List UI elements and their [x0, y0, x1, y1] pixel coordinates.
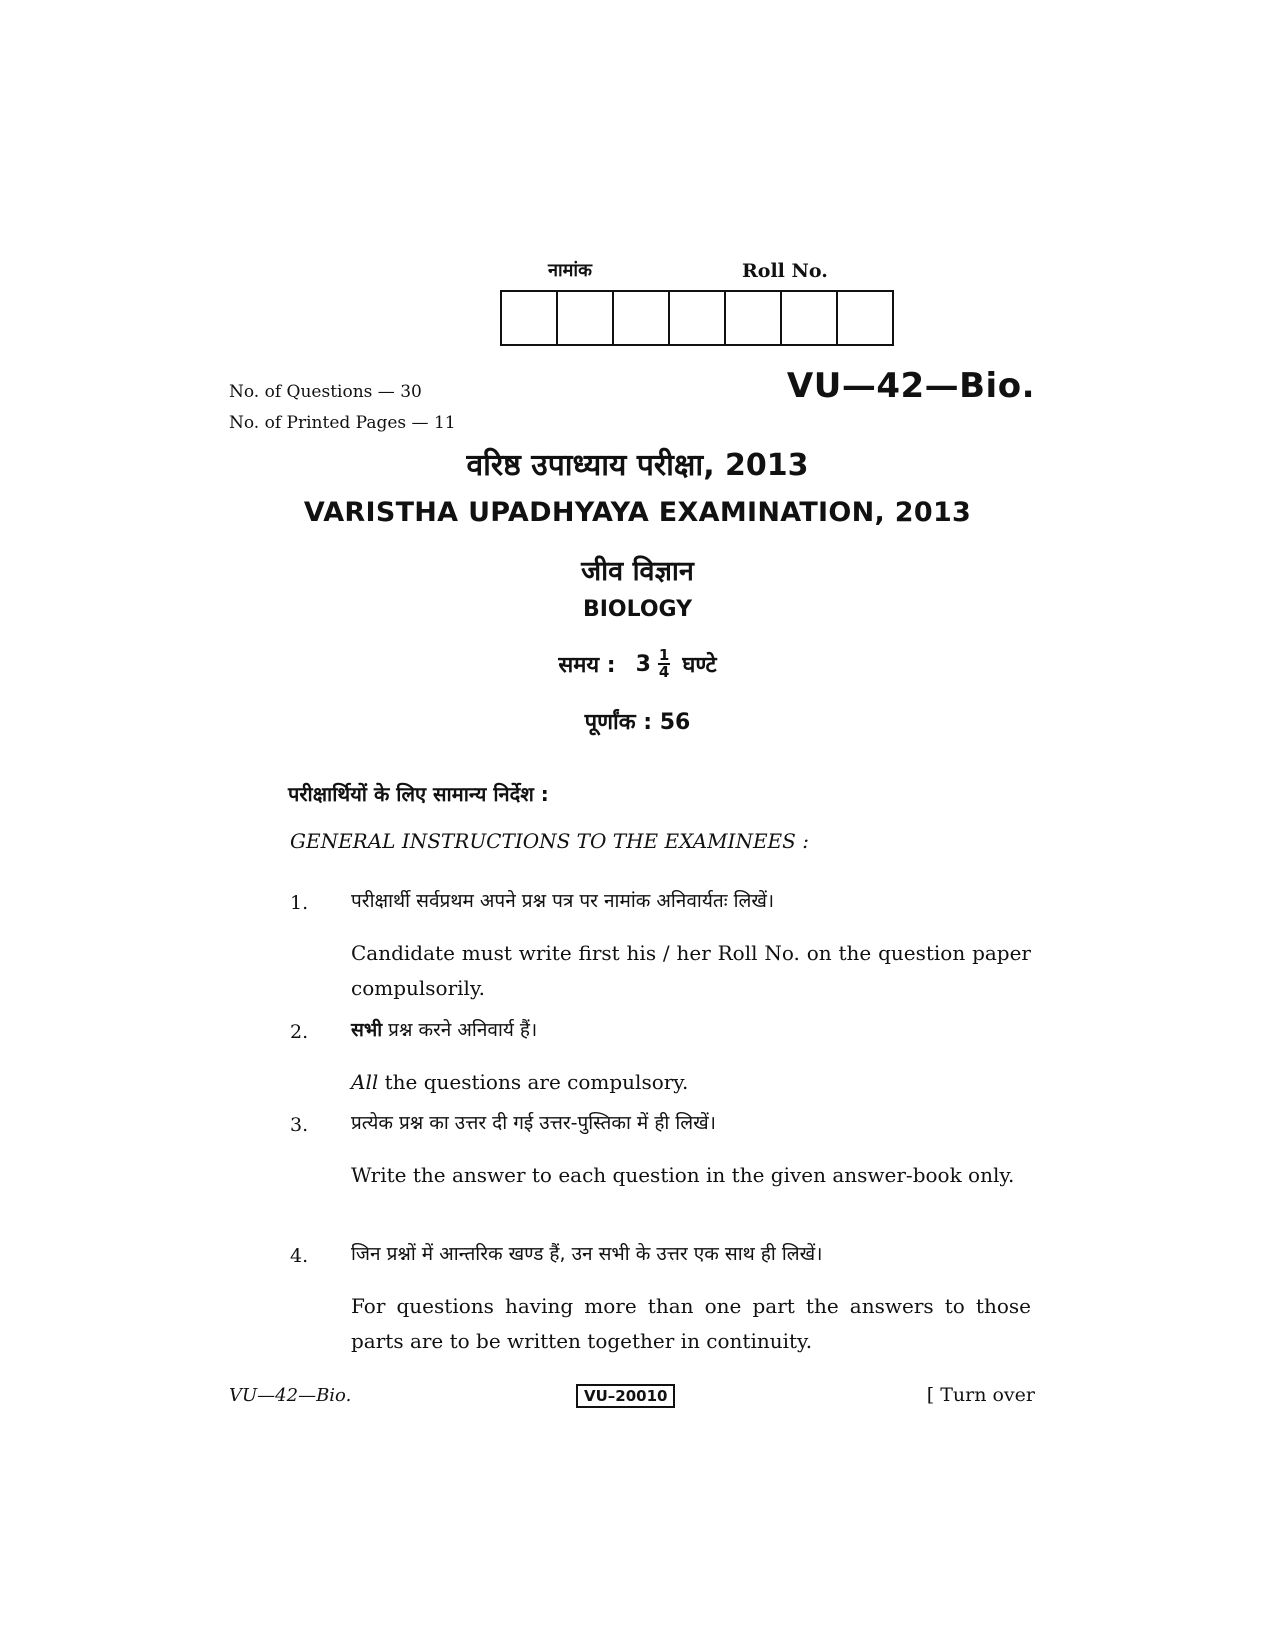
- emphasis-text: All: [351, 1070, 379, 1094]
- roll-number-cell: [726, 292, 782, 344]
- roll-number-cell: [782, 292, 838, 344]
- roll-number-cell: [670, 292, 726, 344]
- instruction-english: Candidate must write first his / her Roll No. on the question paper compulsorily.: [351, 941, 1031, 1000]
- roll-number-label-hindi: नामांक: [548, 260, 592, 281]
- instruction-english: For questions having more than one part the answers to those parts are to be written together in continuity.: [351, 1294, 1031, 1353]
- number-of-printed-pages: No. of Printed Pages — 11: [229, 413, 456, 433]
- instruction-hindi: परीक्षार्थी सर्वप्रथम अपने प्रश्न पत्र पर नामांक अनिवार्यतः लिखें।: [351, 890, 775, 912]
- time-unit: घण्टे: [682, 653, 717, 678]
- instruction-number: 2.: [290, 1021, 309, 1043]
- instructions-heading: GENERAL INSTRUCTIONS TO THE EXAMINEES :: [290, 829, 809, 853]
- roll-number-label: Roll No.: [742, 260, 828, 282]
- footer-paper-code: VU—42—Bio.: [229, 1385, 352, 1406]
- instruction-hindi-rest: प्रश्न करने अनिवार्य हैं।: [382, 1019, 538, 1041]
- roll-number-cell: [558, 292, 614, 344]
- instruction-hindi: जिन प्रश्नों में आन्तरिक खण्ड हैं, उन सभी के उत्तर एक साथ ही लिखें।: [351, 1243, 823, 1265]
- turn-over-note: [ Turn over: [926, 1384, 1035, 1406]
- instructions-heading-hindi: परीक्षार्थियों के लिए सामान्य निर्देश :: [288, 782, 549, 806]
- instruction-hindi: प्रत्येक प्रश्न का उत्तर दी गई उत्तर-पुस्तिका में ही लिखें।: [351, 1112, 716, 1134]
- instruction-hindi: [351, 1013, 1031, 1048]
- instruction-number: 3.: [290, 1114, 309, 1136]
- roll-number-box: [500, 290, 894, 346]
- time-denominator: 4: [658, 663, 670, 681]
- exam-title: VARISTHA UPADHYAYA EXAMINATION, 2013: [303, 497, 972, 528]
- exam-title-hindi: वरिष्ठ उपाध्याय परीक्षा, 2013: [466, 448, 809, 483]
- instruction-number: 4.: [290, 1245, 309, 1267]
- maximum-marks: पूर्णांक : 56: [584, 710, 691, 735]
- number-of-questions: No. of Questions — 30: [229, 382, 422, 402]
- subject-title: BIOLOGY: [582, 597, 693, 622]
- footer-booklet-code: VU–20010: [576, 1384, 675, 1408]
- paper-code: VU—42—Bio.: [786, 366, 1035, 406]
- instruction-number: 1.: [290, 892, 309, 914]
- time-numerator: 1: [658, 646, 670, 664]
- roll-number-cell: [838, 292, 892, 344]
- instruction-english-rest: the questions are compulsory.: [378, 1070, 689, 1094]
- time-allowed: [0, 648, 1275, 680]
- instruction-english: Write the answer to each question in the given answer-book only.: [351, 1163, 1015, 1187]
- roll-number-cell: [502, 292, 558, 344]
- roll-number-cell: [614, 292, 670, 344]
- instruction-english: [351, 1065, 1031, 1100]
- time-whole: 3: [635, 651, 651, 677]
- subject-title-hindi: जीव विज्ञान: [581, 556, 694, 587]
- emphasis-text: सभी: [351, 1019, 383, 1041]
- time-fraction: [658, 648, 670, 680]
- time-label: समय :: [558, 653, 616, 678]
